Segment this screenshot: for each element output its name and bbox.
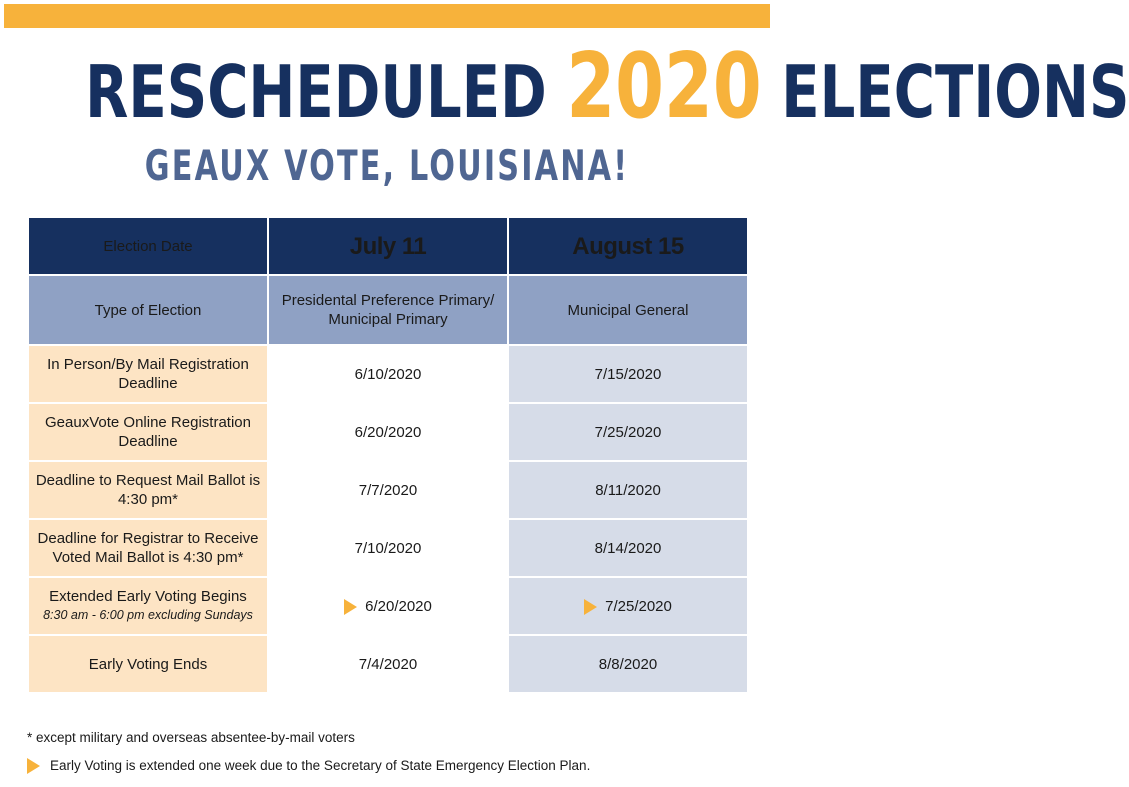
row-july-date bbox=[268, 577, 508, 635]
date-value: 8/14/2020 bbox=[594, 539, 662, 557]
row-july-date bbox=[268, 635, 508, 693]
row-sublabel-text: 8:30 am - 6:00 pm excluding Sundays bbox=[43, 608, 253, 622]
triangle-marker-icon bbox=[584, 599, 597, 615]
date-value: 7/25/2020 bbox=[605, 597, 672, 615]
date-value: 7/7/2020 bbox=[358, 481, 418, 499]
type-row bbox=[28, 275, 748, 345]
row-july-date bbox=[268, 519, 508, 577]
title-year: 2020 bbox=[566, 34, 762, 139]
table-row bbox=[28, 519, 748, 577]
row-august-date bbox=[508, 519, 748, 577]
top-accent-bar bbox=[4, 4, 770, 28]
triangle-marker-icon bbox=[27, 758, 40, 774]
title-part2: ELECTIONS bbox=[781, 50, 1129, 134]
header-election-date: Election Date bbox=[28, 217, 268, 275]
footnote-asterisk: * except military and overseas absentee-by-mail voters bbox=[27, 730, 355, 745]
row-july-date bbox=[268, 461, 508, 519]
type-july: Presidental Preference Primary/ Municipal Primary bbox=[268, 275, 508, 345]
row-label-text: GeauxVote Online Registration Deadline bbox=[45, 414, 251, 450]
date-value: 6/20/2020 bbox=[354, 423, 422, 441]
triangle-marker-icon bbox=[344, 599, 357, 615]
table-row bbox=[28, 403, 748, 461]
row-august-date bbox=[508, 403, 748, 461]
table-row bbox=[28, 345, 748, 403]
row-august-date bbox=[508, 345, 748, 403]
date-value: 7/10/2020 bbox=[354, 539, 422, 557]
row-label-text: In Person/By Mail Registration Deadline bbox=[47, 356, 249, 392]
page-title bbox=[85, 34, 1129, 139]
row-label bbox=[28, 519, 268, 577]
row-label bbox=[28, 345, 268, 403]
date-value: 6/10/2020 bbox=[354, 365, 422, 383]
row-label-text: Early Voting Ends bbox=[88, 655, 208, 673]
row-august-date bbox=[508, 635, 748, 693]
row-august-date bbox=[508, 461, 748, 519]
date-value: 6/20/2020 bbox=[365, 597, 432, 615]
date-value: 8/11/2020 bbox=[595, 481, 661, 499]
footnote-marker-text: Early Voting is extended one week due to the Secretary of State Emergency Election Plan. bbox=[50, 758, 591, 773]
type-august: Municipal General bbox=[508, 275, 748, 345]
table-row bbox=[28, 635, 748, 693]
table-body bbox=[28, 345, 748, 693]
row-label-text: Deadline to Request Mail Ballot is 4:30 pm* bbox=[35, 472, 261, 508]
table-row bbox=[28, 577, 748, 635]
date-value: 7/15/2020 bbox=[594, 365, 662, 383]
page-subtitle: GEAUX VOTE, LOUISIANA! bbox=[144, 141, 630, 190]
date-value: 8/8/2020 bbox=[598, 655, 658, 673]
date-value: 7/25/2020 bbox=[594, 423, 662, 441]
table-row bbox=[28, 461, 748, 519]
row-label bbox=[28, 577, 268, 635]
title-part1: RESCHEDULED bbox=[85, 50, 547, 134]
row-label bbox=[28, 635, 268, 693]
header-august-15: August 15 bbox=[508, 217, 748, 275]
date-value: 7/4/2020 bbox=[358, 655, 418, 673]
row-august-date bbox=[508, 577, 748, 635]
row-label bbox=[28, 461, 268, 519]
row-july-date bbox=[268, 345, 508, 403]
row-label bbox=[28, 403, 268, 461]
row-july-date bbox=[268, 403, 508, 461]
header-row bbox=[28, 217, 748, 275]
type-of-election-label: Type of Election bbox=[28, 275, 268, 345]
footnote-marker bbox=[27, 758, 590, 774]
election-schedule-table bbox=[27, 216, 749, 694]
header-july-11: July 11 bbox=[268, 217, 508, 275]
row-label-text: Extended Early Voting Begins bbox=[49, 588, 247, 605]
row-label-text: Deadline for Registrar to Receive Voted Mail Ballot is 4:30 pm* bbox=[37, 530, 259, 566]
